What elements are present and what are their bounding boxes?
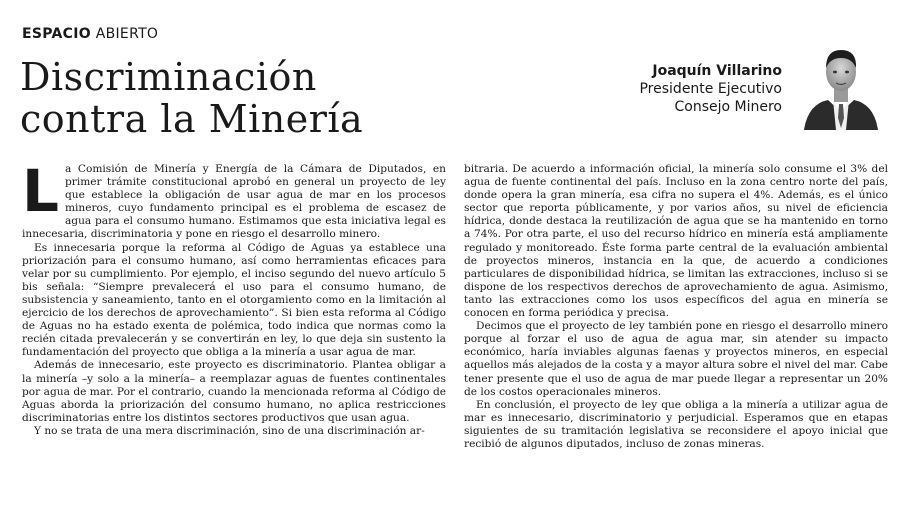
article-paragraph: Es innecesaria porque la reforma al Código de Aguas ya establece una priorización para el consumo humano, así como herramientas eficaces para velar por su cumplimiento. Por ejemplo, el inciso segundo del nuevo artículo 5 bis señala: “Siempre prevalecerá el uso para el consumo humano, de subsistencia y saneamiento, tanto en el otorgamiento como en la limitación al ejercicio de los derechos de aprovechamiento”. Si bien esta reforma al Código de Aguas no ha estado exenta de polémica, todo indica que normas como la recién citada prevalecerán y se convertirán en ley, lo que deja sin sustento la fundamentación del proyecto que obliga a la minería a usar agua de mar.: [22, 241, 446, 359]
author-portrait: [800, 38, 882, 130]
article-paragraph: Decimos que el proyecto de ley también pone en riesgo el desarrollo minero porque al forzar el uso de agua de agua mar, sin atender su impacto económico, haría inviables algunas faenas y proyectos mineros, en especial aquellos más alejados de la costa y a mayor altura sobre el nivel del mar. Cabe tener presente que el uso de agua de mar puede llegar a representar un 20% de los costos operacionales mineros.: [464, 320, 888, 398]
section-label: [22, 26, 158, 42]
headline: [20, 56, 540, 140]
author-organization: Consejo Minero: [674, 99, 782, 115]
article-paragraph: En conclusión, el proyecto de ley que obliga a la minería a utilizar agua de mar es innecesario, discriminatorio y perjudicial. Esperamos que en etapas siguientes de su tramitación legislativa se reconsidere el apoyo inicial que recibió de algunos diputados, incluso de zonas mineras.: [464, 398, 888, 450]
article-paragraph: Además de innecesario, este proyecto es discriminatorio. Plantea obligar a la minería –y solo a la minería– a reemplazar aguas de fuentes continentales por agua de mar. Por el contrario, cuando la mencionada reforma al Código de Aguas aborda la priorización del consumo humano, no aplica restricciones discriminatorias entre los distintos sectores productivos que usan agua.: [22, 359, 446, 424]
headline-line-1: Discriminación: [20, 55, 317, 99]
author-name: Joaquín Villarino: [652, 63, 782, 79]
paragraph-text: a Comisión de Minería y Energía de la Cámara de Diputados, en primer trámite constitucional aprobó en general un proyecto de ley que establece la obligación de usar agua de mar en los procesos mineros, cuyo fundamento principal es el problema de escasez de agua para el consumo humano. Estimamos que esta iniciativa legal es innecesaria, discriminatoria y pone en riesgo el desarrollo minero.: [22, 163, 446, 241]
section-label-bold: ESPACIO: [22, 26, 91, 42]
headline-line-2: contra la Minería: [20, 97, 364, 141]
article-paragraph: bitraria. De acuerdo a información oficial, la minería solo consume el 3% del agua de fuente continental del país. Incluso en la zona centro norte del país, donde opera la gran minería, esa cifra no supera el 4%. Además, es el único sector que reporta públicamente, y por varios años, su nivel de eficiencia hídrica, donde destaca la reutilización de agua que se ha mantenido en torno a 74%. Por otra parte, el uso del recurso hídrico en minería está ampliamente regulado y monitoreado. Éste forma parte central de la evaluación ambiental de proyectos mineros, instancia en la que, de acuerdo a condiciones particulares de disponibilidad hídrica, se limitan las extracciones, incluso si se dispone de los respectivos derechos de aprovechamiento de agua. Asimismo, tanto las extracciones como los usos específicos del agua en minería se conocen en forma periódica y precisa.: [464, 163, 888, 320]
section-label-rest: ABIERTO: [95, 26, 159, 42]
article-paragraph: [22, 163, 446, 242]
article-column-1: [22, 163, 446, 503]
article-body: [22, 163, 888, 503]
author-role: Presidente Ejecutivo: [639, 81, 782, 97]
author-block: [639, 62, 782, 116]
article-paragraph: Y no se trata de una mera discriminación, sino de una discriminación ar-: [34, 424, 425, 437]
article-column-2: [464, 163, 888, 503]
drop-cap: L: [22, 163, 59, 225]
